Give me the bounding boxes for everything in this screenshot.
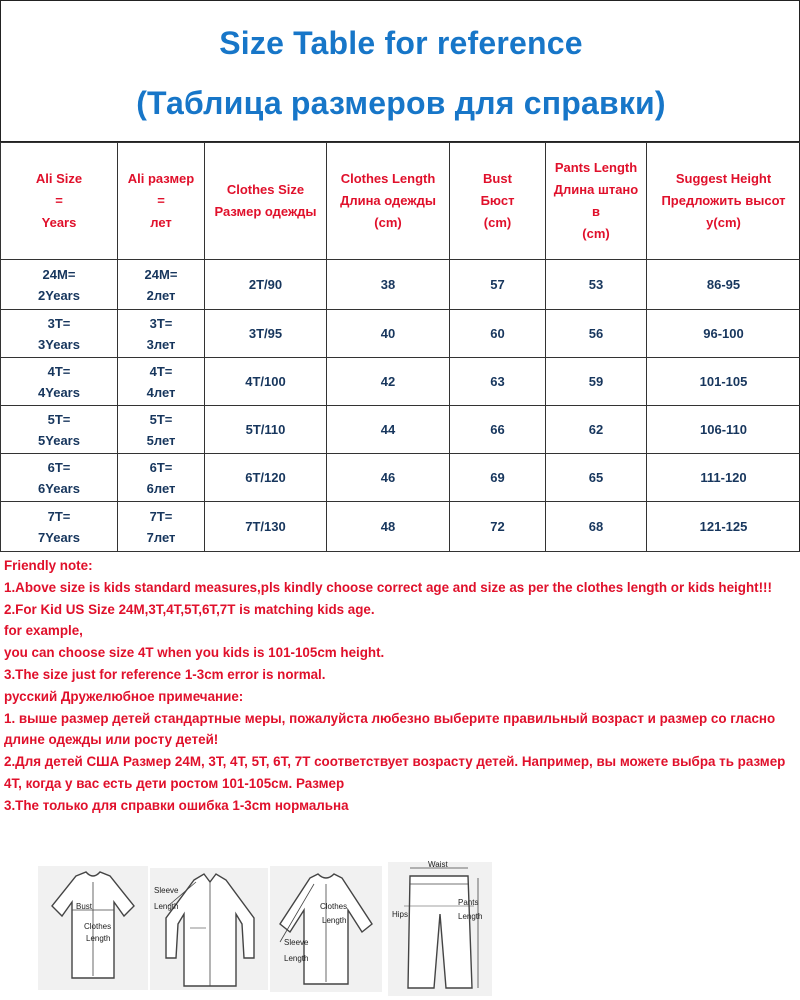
cell-clothes-length: 40 <box>327 310 450 358</box>
table-row <box>1 454 800 502</box>
header-bust: Bust Бюст (cm) <box>450 143 546 260</box>
header-ali-size: Ali Size = Years <box>1 143 118 260</box>
cell-height: 121-125 <box>647 502 800 552</box>
cell-ali-size-russian: 4T= 4лет <box>118 358 205 406</box>
cell-bust: 63 <box>450 358 546 406</box>
cell-ali-size: 5T= 5Years <box>1 406 118 454</box>
table-row <box>1 502 800 552</box>
cell-ali-size-russian: 3T= 3лет <box>118 310 205 358</box>
header-suggest-height: Suggest Height Предложить высот у(cm) <box>647 143 800 260</box>
cell-height: 101-105 <box>647 358 800 406</box>
cell-clothes-size: 3T/95 <box>205 310 327 358</box>
cell-ali-size: 7T= 7Years <box>1 502 118 552</box>
cell-pants-length: 59 <box>546 358 647 406</box>
table-row <box>1 260 800 310</box>
raglan-shirt-outline-icon <box>270 858 382 998</box>
cell-pants-length: 56 <box>546 310 647 358</box>
cell-bust: 72 <box>450 502 546 552</box>
cell-height: 96-100 <box>647 310 800 358</box>
cell-clothes-size: 4T/100 <box>205 358 327 406</box>
note-line: 1.Above size is kids standard measures,pls kindly choose correct age and size as per the clothes length or kids height!!! <box>4 579 772 595</box>
note-heading: Friendly note: <box>4 558 93 573</box>
note-line: for example, <box>4 623 83 639</box>
cell-clothes-length: 42 <box>327 358 450 406</box>
cell-bust: 57 <box>450 260 546 310</box>
cell-ali-size-russian: 6T= 6лет <box>118 454 205 502</box>
title-box <box>0 0 800 143</box>
cell-clothes-size: 6T/120 <box>205 454 327 502</box>
cell-bust: 66 <box>450 406 546 454</box>
cell-ali-size: 4T= 4Years <box>1 358 118 406</box>
cell-ali-size: 24M= 2Years <box>1 260 118 310</box>
measurement-figures <box>38 858 498 998</box>
table-row <box>1 406 800 454</box>
pants-outline-icon <box>388 858 492 998</box>
table-row <box>1 358 800 406</box>
cell-pants-length: 62 <box>546 406 647 454</box>
note-line: 1. выше размер детей стандартные меры, пожалуйста любезно выберите правильный возраст и размер со гласно длине одежды или росту детей! <box>4 710 776 748</box>
raglan-shirt-figure: Clothes Length Sleeve Length <box>270 858 382 998</box>
cell-height: 106-110 <box>647 406 800 454</box>
note-line: you can choose size 4T when you kids is 101-105cm height. <box>4 645 385 661</box>
shirt-outline-icon <box>150 858 268 990</box>
table-header-row <box>1 143 800 260</box>
header-clothes-size: Clothes Size Размер одежды <box>205 143 327 260</box>
header-pants-length: Pants Length Длина штано в (cm) <box>546 143 647 260</box>
cell-clothes-size: 7T/130 <box>205 502 327 552</box>
page-title: Size Table for reference <box>219 25 583 61</box>
cell-pants-length: 68 <box>546 502 647 552</box>
cell-ali-size-russian: 7T= 7лет <box>118 502 205 552</box>
cell-ali-size-russian: 24M= 2лет <box>118 260 205 310</box>
cell-clothes-length: 38 <box>327 260 450 310</box>
note-line: 2.For Kid US Size 24M,3T,4T,5T,6T,7T is matching kids age. <box>4 601 375 617</box>
cell-ali-size: 6T= 6Years <box>1 454 118 502</box>
cell-bust: 69 <box>450 454 546 502</box>
table-row <box>1 310 800 358</box>
cell-pants-length: 53 <box>546 260 647 310</box>
page-title-russian: (Таблица размеров для справки) <box>136 85 666 121</box>
tshirt-bust-figure: Bust Clothes Length <box>38 858 148 990</box>
note-heading-russian: русский Дружелюбное примечание: <box>4 688 244 704</box>
note-line: 2.Для детей США Размер 24M, 3T, 4T, 5T, 6T, 7T соответствует возрасту детей. Например, вы можете выбра ть размер 4T, когда у вас есть дети ростом 101-105см. Размер <box>4 754 786 791</box>
cell-clothes-size: 5T/110 <box>205 406 327 454</box>
cell-height: 111-120 <box>647 454 800 502</box>
cell-clothes-length: 48 <box>327 502 450 552</box>
cell-clothes-size: 2T/90 <box>205 260 327 310</box>
cell-clothes-length: 46 <box>327 454 450 502</box>
cell-height: 86-95 <box>647 260 800 310</box>
header-ali-size-russian: Ali размер = лет <box>118 143 205 260</box>
friendly-notes <box>4 555 798 817</box>
cell-ali-size: 3T= 3Years <box>1 310 118 358</box>
size-table <box>0 142 800 552</box>
pants-figure: Waist Hips Pants Length <box>388 858 492 998</box>
cell-clothes-length: 44 <box>327 406 450 454</box>
cell-ali-size-russian: 5T= 5лет <box>118 406 205 454</box>
cell-pants-length: 65 <box>546 454 647 502</box>
cell-bust: 60 <box>450 310 546 358</box>
header-clothes-length: Clothes Length Длина одежды (cm) <box>327 143 450 260</box>
note-line: 3.The только для справки ошибка 1-3cm нормальна <box>4 797 349 813</box>
shirt-sleeve-figure: Sleeve Length <box>150 858 268 990</box>
note-line: 3.The size just for reference 1-3cm error is normal. <box>4 666 326 682</box>
